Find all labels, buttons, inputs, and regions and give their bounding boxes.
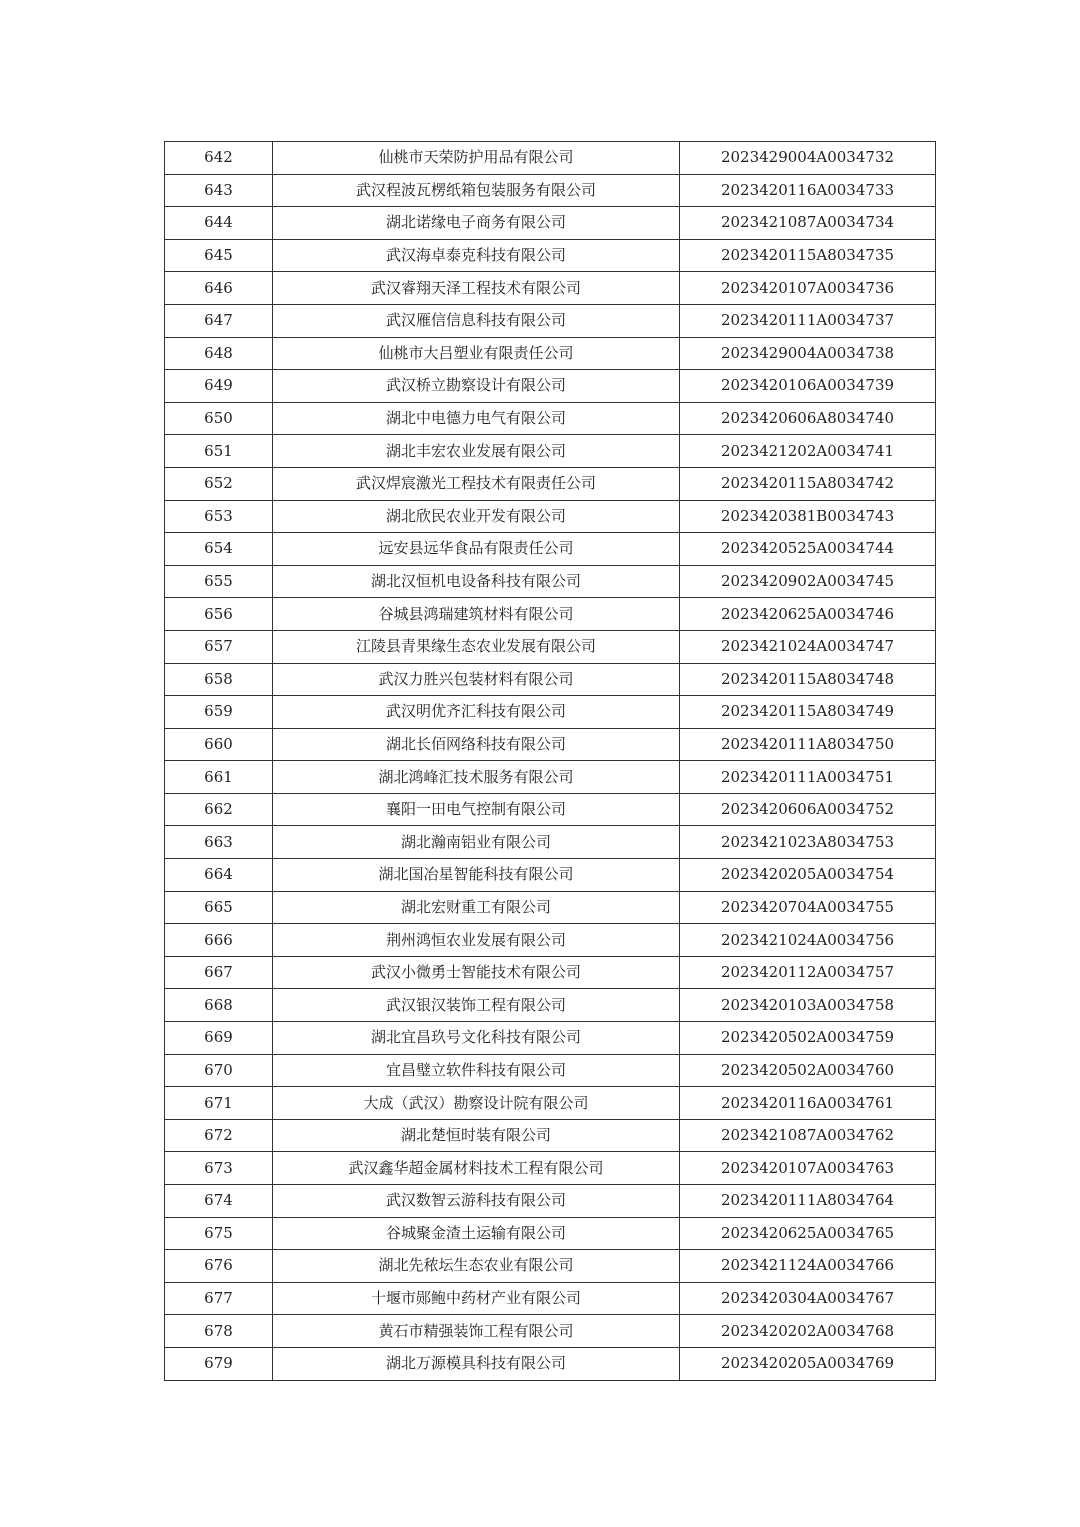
company-name: 荆州鸿恒农业发展有限公司 (273, 924, 680, 957)
company-name: 湖北鸿峰汇技术服务有限公司 (273, 761, 680, 794)
registration-code: 2023420205A0034754 (680, 859, 936, 892)
company-name: 大成（武汉）勘察设计院有限公司 (273, 1087, 680, 1120)
company-name: 谷城县鸿瑞建筑材料有限公司 (273, 598, 680, 631)
registration-code: 2023420525A0034744 (680, 533, 936, 566)
table-row (165, 467, 936, 500)
registration-code: 2023420606A0034752 (680, 793, 936, 826)
company-registry-table (164, 141, 936, 1381)
table-row (165, 272, 936, 305)
company-name: 襄阳一田电气控制有限公司 (273, 793, 680, 826)
company-name: 仙桃市大吕塑业有限责任公司 (273, 337, 680, 370)
company-name: 湖北万源模具科技有限公司 (273, 1347, 680, 1380)
row-number: 645 (165, 239, 273, 272)
company-name: 湖北欣民农业开发有限公司 (273, 500, 680, 533)
table-row (165, 304, 936, 337)
table-row (165, 1315, 936, 1348)
table-row (165, 565, 936, 598)
company-name: 武汉程波瓦楞纸箱包装服务有限公司 (273, 174, 680, 207)
company-name: 武汉明优齐汇科技有限公司 (273, 696, 680, 729)
registration-code: 2023421024A0034756 (680, 924, 936, 957)
table-row (165, 1054, 936, 1087)
row-number: 661 (165, 761, 273, 794)
company-name: 湖北长佰网络科技有限公司 (273, 728, 680, 761)
company-name: 仙桃市天荣防护用品有限公司 (273, 142, 680, 175)
row-number: 672 (165, 1119, 273, 1152)
registration-code: 2023421023A8034753 (680, 826, 936, 859)
table-row (165, 1282, 936, 1315)
company-name: 武汉银汉装饰工程有限公司 (273, 989, 680, 1022)
table-row (165, 1250, 936, 1283)
table-row (165, 1217, 936, 1250)
table-row (165, 891, 936, 924)
row-number: 664 (165, 859, 273, 892)
table-body (165, 142, 936, 1381)
table-row (165, 1347, 936, 1380)
company-name: 宜昌璧立软件科技有限公司 (273, 1054, 680, 1087)
registration-code: 2023420304A0034767 (680, 1282, 936, 1315)
registration-code: 2023420106A0034739 (680, 370, 936, 403)
row-number: 678 (165, 1315, 273, 1348)
row-number: 669 (165, 1022, 273, 1055)
row-number: 657 (165, 630, 273, 663)
row-number: 677 (165, 1282, 273, 1315)
registration-code: 2023420902A0034745 (680, 565, 936, 598)
registration-code: 2023420115A8034742 (680, 467, 936, 500)
row-number: 665 (165, 891, 273, 924)
row-number: 647 (165, 304, 273, 337)
company-name: 湖北先秾坛生态农业有限公司 (273, 1250, 680, 1283)
registration-code: 2023420606A8034740 (680, 402, 936, 435)
row-number: 653 (165, 500, 273, 533)
row-number: 651 (165, 435, 273, 468)
row-number: 649 (165, 370, 273, 403)
registration-code: 2023420625A0034746 (680, 598, 936, 631)
registration-code: 2023420111A0034751 (680, 761, 936, 794)
table-row (165, 663, 936, 696)
row-number: 648 (165, 337, 273, 370)
company-name: 湖北宏财重工有限公司 (273, 891, 680, 924)
company-name: 武汉鑫华超金属材料技术工程有限公司 (273, 1152, 680, 1185)
registration-code: 2023421124A0034766 (680, 1250, 936, 1283)
company-name: 湖北诺缘电子商务有限公司 (273, 207, 680, 240)
row-number: 643 (165, 174, 273, 207)
row-number: 666 (165, 924, 273, 957)
company-name: 武汉海卓泰克科技有限公司 (273, 239, 680, 272)
company-name: 湖北楚恒时装有限公司 (273, 1119, 680, 1152)
registration-code: 2023420502A0034760 (680, 1054, 936, 1087)
table-row (165, 142, 936, 175)
registration-code: 2023420111A8034750 (680, 728, 936, 761)
company-name: 武汉焊宸激光工程技术有限责任公司 (273, 467, 680, 500)
registration-code: 2023420111A8034764 (680, 1185, 936, 1218)
table-row (165, 924, 936, 957)
registration-code: 2023420107A0034763 (680, 1152, 936, 1185)
registration-code: 2023421087A0034762 (680, 1119, 936, 1152)
company-name: 黄石市精强装饰工程有限公司 (273, 1315, 680, 1348)
registration-code: 2023420115A8034749 (680, 696, 936, 729)
company-name: 武汉数智云游科技有限公司 (273, 1185, 680, 1218)
table-row (165, 533, 936, 566)
company-name: 远安县远华食品有限责任公司 (273, 533, 680, 566)
company-name: 武汉力胜兴包装材料有限公司 (273, 663, 680, 696)
registration-code: 2023420111A0034737 (680, 304, 936, 337)
row-number: 670 (165, 1054, 273, 1087)
table-row (165, 174, 936, 207)
registration-code: 2023421087A0034734 (680, 207, 936, 240)
row-number: 663 (165, 826, 273, 859)
table-row (165, 500, 936, 533)
row-number: 673 (165, 1152, 273, 1185)
table-row (165, 630, 936, 663)
table-row (165, 793, 936, 826)
row-number: 658 (165, 663, 273, 696)
table-row (165, 728, 936, 761)
registration-code: 2023420115A8034735 (680, 239, 936, 272)
row-number: 646 (165, 272, 273, 305)
table-row (165, 1185, 936, 1218)
company-name: 十堰市郧鲍中药材产业有限公司 (273, 1282, 680, 1315)
row-number: 655 (165, 565, 273, 598)
row-number: 652 (165, 467, 273, 500)
table-row (165, 989, 936, 1022)
table-row (165, 598, 936, 631)
row-number: 679 (165, 1347, 273, 1380)
row-number: 656 (165, 598, 273, 631)
registration-code: 2023421024A0034747 (680, 630, 936, 663)
row-number: 654 (165, 533, 273, 566)
row-number: 642 (165, 142, 273, 175)
table-row (165, 1022, 936, 1055)
registration-code: 2023420625A0034765 (680, 1217, 936, 1250)
table-row (165, 696, 936, 729)
row-number: 662 (165, 793, 273, 826)
registration-code: 2023420704A0034755 (680, 891, 936, 924)
row-number: 667 (165, 956, 273, 989)
registration-code: 2023420103A0034758 (680, 989, 936, 1022)
row-number: 675 (165, 1217, 273, 1250)
registration-code: 2023420112A0034757 (680, 956, 936, 989)
row-number: 676 (165, 1250, 273, 1283)
registration-code: 2023420205A0034769 (680, 1347, 936, 1380)
table-row (165, 337, 936, 370)
registration-code: 2023429004A0034738 (680, 337, 936, 370)
company-name: 武汉小微勇士智能技术有限公司 (273, 956, 680, 989)
company-name: 武汉桥立勘察设计有限公司 (273, 370, 680, 403)
row-number: 659 (165, 696, 273, 729)
table-row (165, 761, 936, 794)
company-name: 湖北瀚南铝业有限公司 (273, 826, 680, 859)
table-row (165, 859, 936, 892)
registration-code: 2023420116A0034761 (680, 1087, 936, 1120)
registration-code: 2023420202A0034768 (680, 1315, 936, 1348)
company-name: 武汉睿翔天泽工程技术有限公司 (273, 272, 680, 305)
company-name: 湖北宜昌玖号文化科技有限公司 (273, 1022, 680, 1055)
row-number: 650 (165, 402, 273, 435)
registration-code: 2023420116A0034733 (680, 174, 936, 207)
table-row (165, 207, 936, 240)
registration-code: 2023420381B0034743 (680, 500, 936, 533)
registration-code: 2023420502A0034759 (680, 1022, 936, 1055)
table-row (165, 1087, 936, 1120)
company-name: 湖北汉恒机电设备科技有限公司 (273, 565, 680, 598)
table-row (165, 826, 936, 859)
row-number: 660 (165, 728, 273, 761)
table-row (165, 370, 936, 403)
table-row (165, 956, 936, 989)
registration-code: 2023420115A8034748 (680, 663, 936, 696)
company-name: 武汉雁信信息科技有限公司 (273, 304, 680, 337)
row-number: 668 (165, 989, 273, 1022)
company-name: 湖北丰宏农业发展有限公司 (273, 435, 680, 468)
row-number: 671 (165, 1087, 273, 1120)
table-row (165, 1152, 936, 1185)
company-name: 湖北中电德力电气有限公司 (273, 402, 680, 435)
table-row (165, 402, 936, 435)
row-number: 674 (165, 1185, 273, 1218)
company-name: 谷城聚金渣土运输有限公司 (273, 1217, 680, 1250)
company-name: 江陵县青果缘生态农业发展有限公司 (273, 630, 680, 663)
registration-code: 2023420107A0034736 (680, 272, 936, 305)
table-row (165, 435, 936, 468)
table-row (165, 239, 936, 272)
company-name: 湖北国冶星智能科技有限公司 (273, 859, 680, 892)
registration-code: 2023421202A0034741 (680, 435, 936, 468)
registration-code: 2023429004A0034732 (680, 142, 936, 175)
row-number: 644 (165, 207, 273, 240)
table-row (165, 1119, 936, 1152)
